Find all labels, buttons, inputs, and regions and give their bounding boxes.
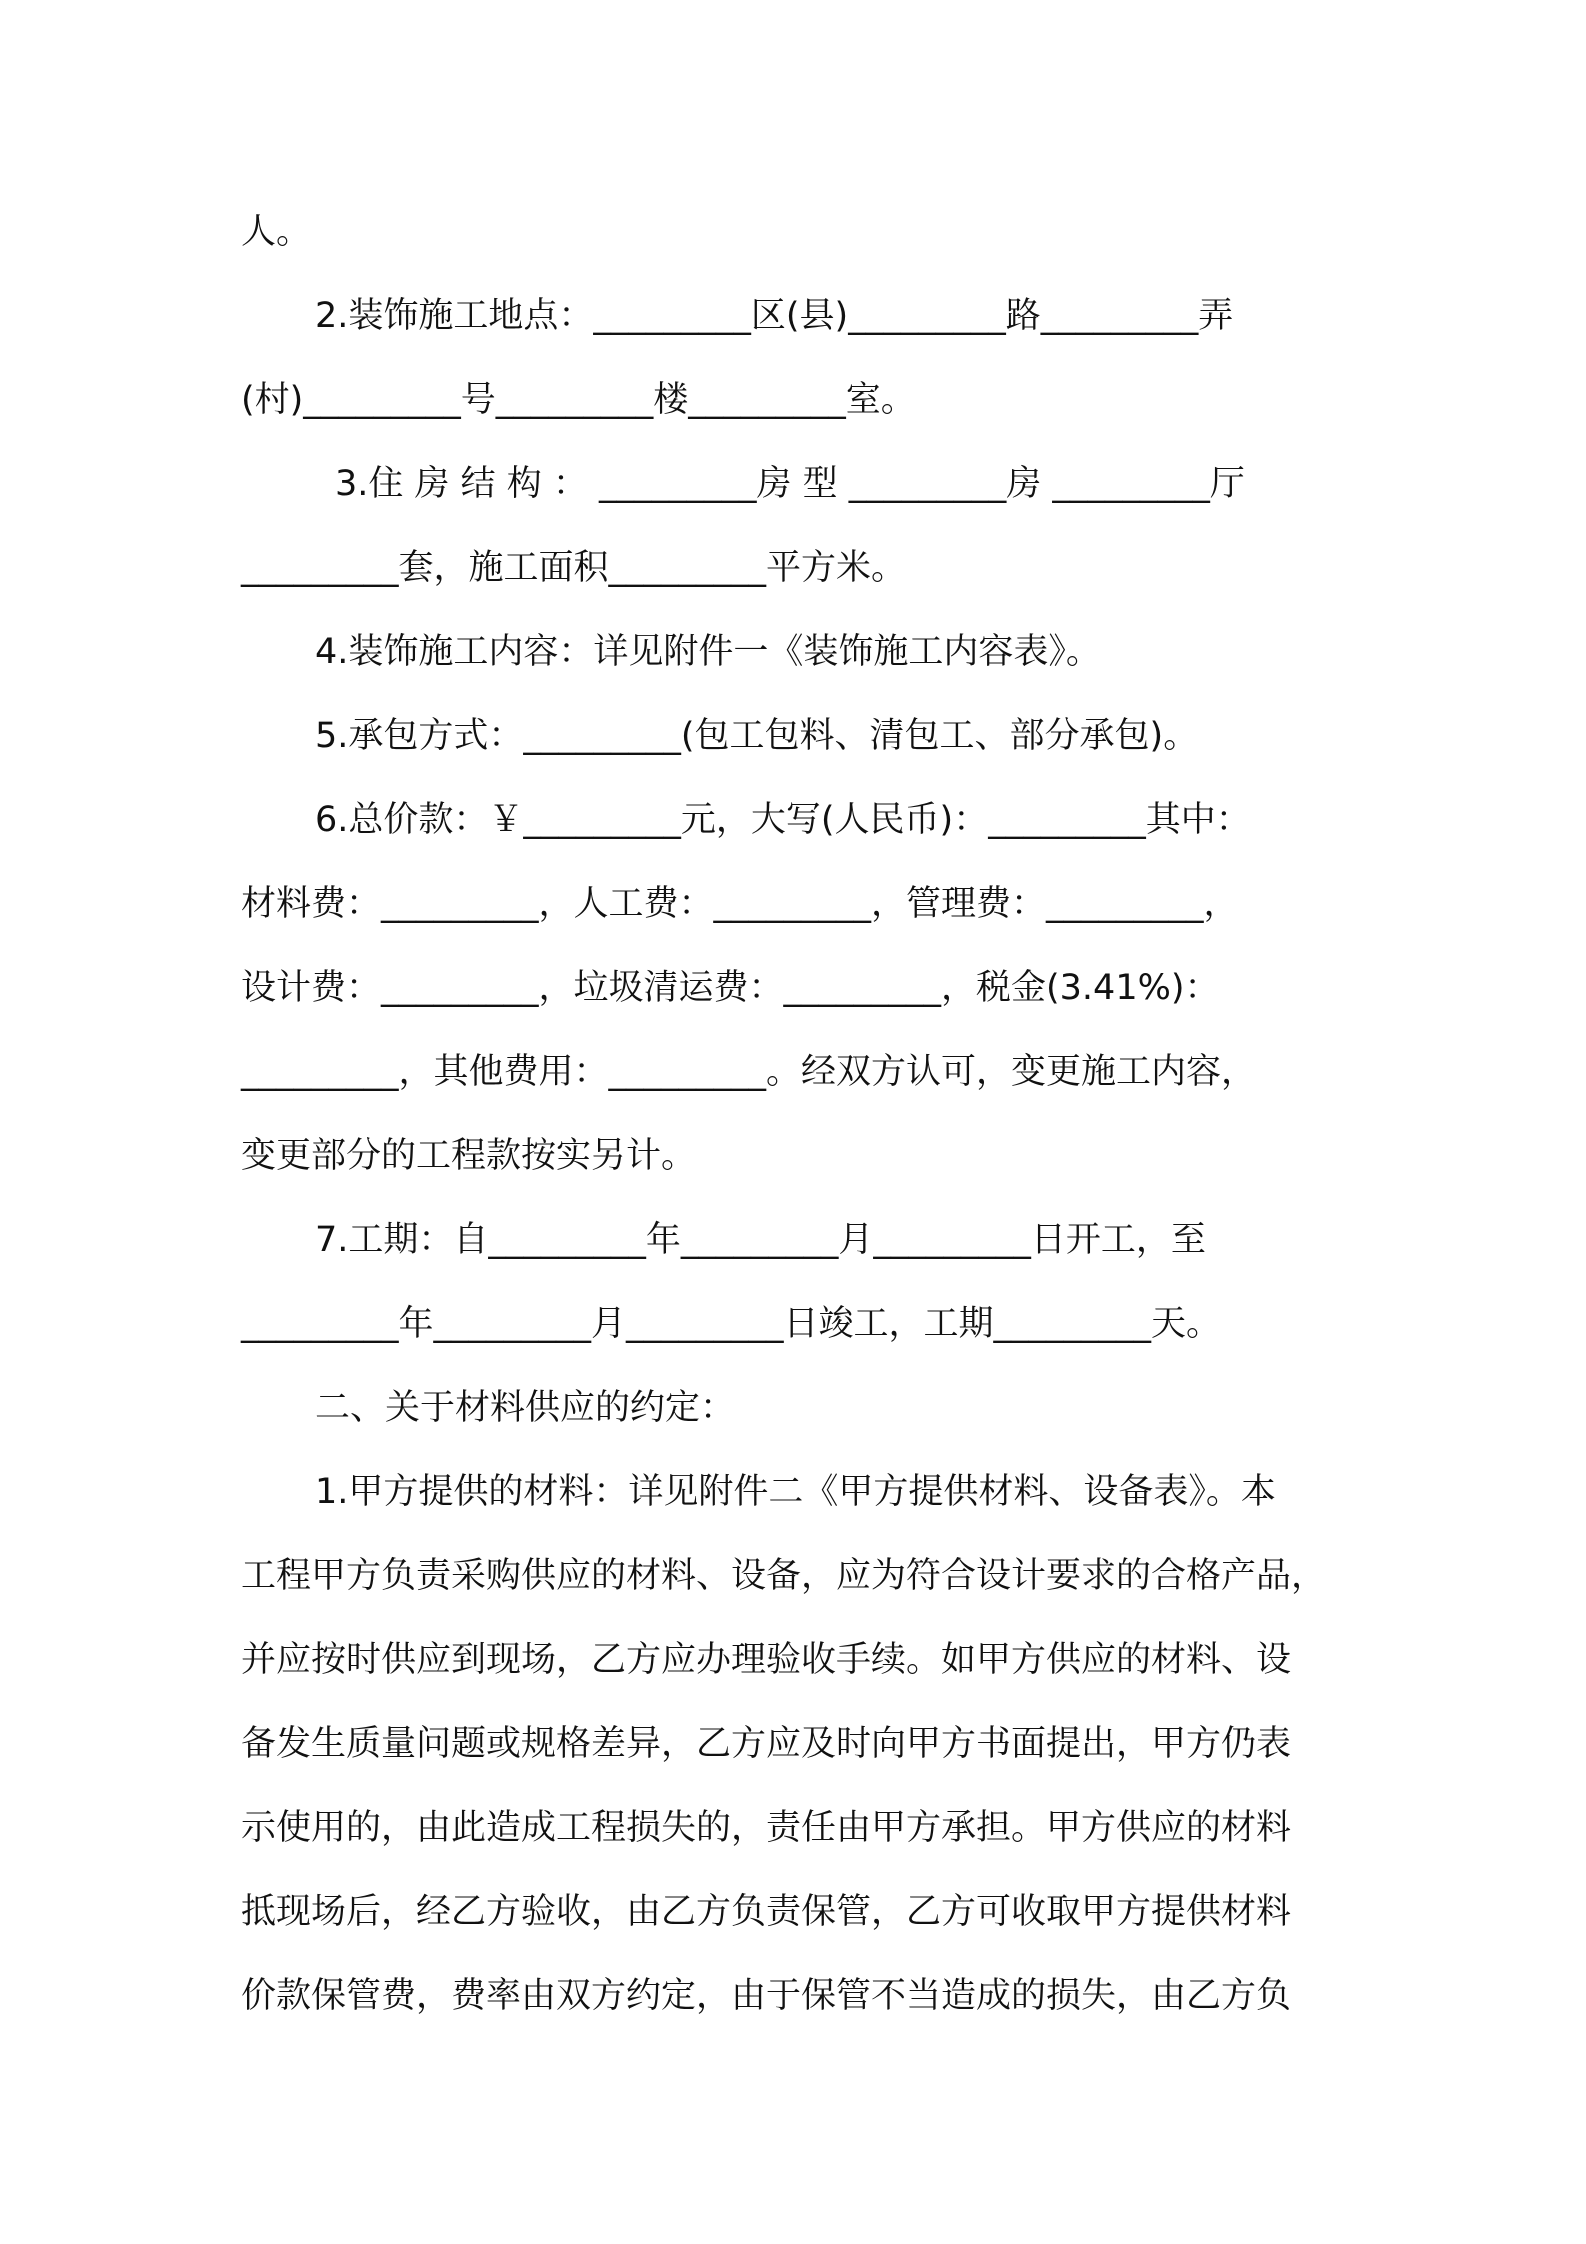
contract-body-text — [241, 190, 1351, 2038]
document-line: 二、关于材料供应的约定： — [315, 1388, 736, 1428]
document-line: 示使用的，由此造成工程损失的，责任由甲方承担。甲方供应的材料 — [241, 1808, 1292, 1848]
document-line: 抵现场后，经乙方验收，由乙方负责保管，乙方可收取甲方提供材料 — [241, 1892, 1292, 1932]
document-line: 材料费：_________，人工费：_________，管理费：_________， — [241, 884, 1239, 924]
document-line: 1.甲方提供的材料：详见附件二《甲方提供材料、设备表》。本 — [315, 1472, 1276, 1512]
document-line: _________年_________月_________日竣工，工期_________天。 — [241, 1304, 1222, 1344]
document-line: 变更部分的工程款按实另计。 — [241, 1136, 697, 1176]
document-line: (村)_________号_________楼_________室。 — [241, 380, 916, 420]
document-line: 工程甲方负责采购供应的材料、设备，应为符合设计要求的合格产品， — [241, 1556, 1327, 1596]
document-line: 2.装饰施工地点：_________区(县)_________路_________弄 — [315, 296, 1234, 336]
document-line: 人。 — [241, 212, 312, 252]
document-line: 3.住 房 结 构 ： _________房 型 _________房 _________厅 — [335, 464, 1245, 504]
document-line: 设计费：_________，垃圾清运费：_________，税金(3.41%)： — [241, 968, 1220, 1008]
document-line: _________，其他费用：_________。经双方认可，变更施工内容， — [241, 1052, 1257, 1092]
document-line: 4.装饰施工内容：详见附件一《装饰施工内容表》。 — [315, 632, 1101, 672]
document-line: 备发生质量问题或规格差异，乙方应及时向甲方书面提出，甲方仍表 — [241, 1724, 1292, 1764]
document-line: _________套，施工面积_________平方米。 — [241, 548, 907, 588]
document-line: 7.工期：自_________年_________月_________日开工，至 — [315, 1220, 1206, 1260]
document-line: 5.承包方式：_________(包工包料、清包工、部分承包)。 — [315, 716, 1199, 756]
document-line: 6.总价款：￥_________元，大写(人民币)：_________其中： — [315, 800, 1251, 840]
document-line: 价款保管费，费率由双方约定，由于保管不当造成的损失，由乙方负 — [241, 1976, 1292, 2016]
document-line: 并应按时供应到现场，乙方应办理验收手续。如甲方供应的材料、设 — [241, 1640, 1292, 1680]
